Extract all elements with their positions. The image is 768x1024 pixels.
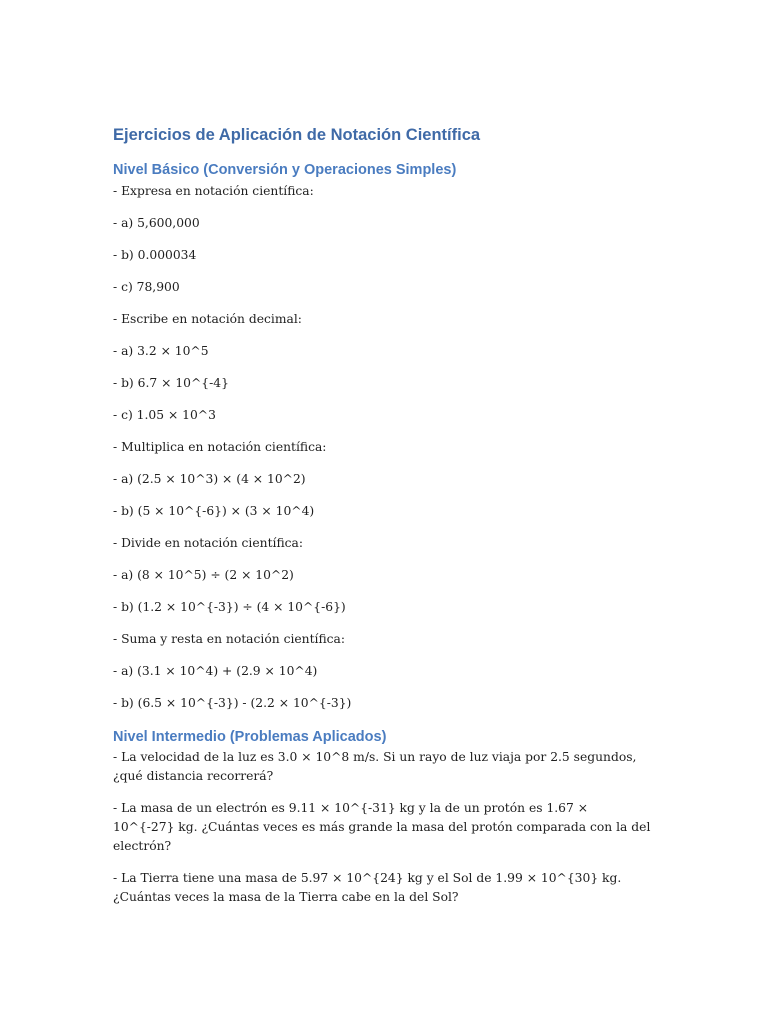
exercise-line: - b) (6.5 × 10^{-3}) - (2.2 × 10^{-3}): [113, 696, 352, 710]
section-heading-basic: Nivel Básico (Conversión y Operaciones Simples): [113, 162, 457, 178]
basic-exercises: [113, 182, 653, 713]
instruction-line: - Suma y resta en notación científica:: [113, 632, 346, 646]
exercise-line: - b) 0.000034: [113, 248, 197, 262]
exercise-line: - c) 78,900: [113, 280, 180, 294]
exercise-line: - a) 5,600,000: [113, 216, 200, 230]
exercise-line: - b) (1.2 × 10^{-3}) ÷ (4 × 10^{-6}): [113, 600, 346, 614]
problem-paragraph: - La masa de un electrón es 9.11 × 10^{-31} kg y la de un protón es 1.67 × 10^{-27} kg. ¿Cuántas veces es más grande la masa del protón comparada con la del electrón?: [113, 801, 651, 853]
exercise-line: - a) (3.1 × 10^4) + (2.9 × 10^4): [113, 664, 318, 678]
exercise-line: - b) 6.7 × 10^{-4}: [113, 376, 229, 390]
instruction-line: - Escribe en notación decimal:: [113, 312, 302, 326]
section-heading-intermediate: Nivel Intermedio (Problemas Aplicados): [113, 729, 387, 745]
document-title: Ejercicios de Aplicación de Notación Científica: [113, 126, 481, 144]
exercise-line: - b) (5 × 10^{-6}) × (3 × 10^4): [113, 504, 315, 518]
problem-paragraph: - La Tierra tiene una masa de 5.97 × 10^{24} kg y el Sol de 1.99 × 10^{30} kg. ¿Cuántas veces la masa de la Tierra cabe en la del Sol?: [113, 871, 622, 904]
exercise-line: - a) (8 × 10^5) ÷ (2 × 10^2): [113, 568, 294, 582]
exercise-line: - a) 3.2 × 10^5: [113, 344, 209, 358]
instruction-line: - Multiplica en notación científica:: [113, 440, 327, 454]
intermediate-problems: [113, 748, 653, 907]
problem-paragraph: - La velocidad de la luz es 3.0 × 10^8 m/s. Si un rayo de luz viaja por 2.5 segundos, ¿qué distancia recorrerá?: [113, 750, 637, 783]
instruction-line: - Expresa en notación científica:: [113, 184, 314, 198]
document-page: [113, 124, 653, 907]
exercise-line: - c) 1.05 × 10^3: [113, 408, 216, 422]
exercise-line: - a) (2.5 × 10^3) × (4 × 10^2): [113, 472, 306, 486]
instruction-line: - Divide en notación científica:: [113, 536, 304, 550]
